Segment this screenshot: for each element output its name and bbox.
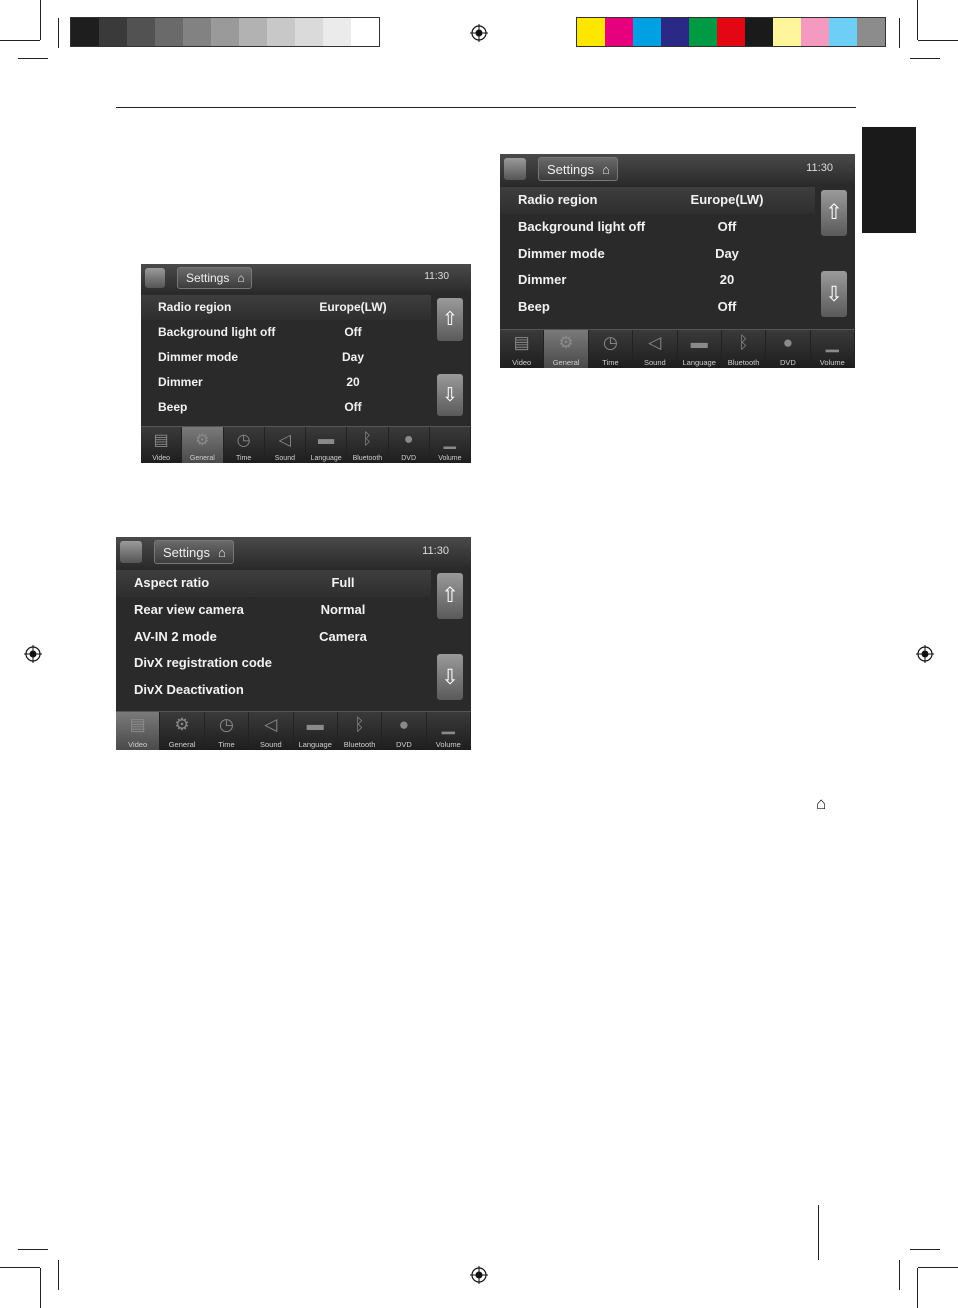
bluetooth-icon: ᛒ (738, 333, 749, 352)
color-swatch (689, 18, 717, 46)
category-tab-bar (141, 426, 471, 463)
setting-label: Dimmer mode (518, 245, 605, 261)
tab-video[interactable] (500, 330, 544, 368)
registration-mark-icon (916, 645, 934, 663)
settings-row[interactable] (500, 241, 815, 268)
time-icon: ◷ (236, 431, 251, 449)
settings-row[interactable] (116, 624, 431, 651)
color-swatch (745, 18, 773, 46)
crop-mark (899, 1260, 900, 1290)
time-icon: ◷ (602, 333, 618, 352)
settings-row[interactable] (116, 677, 431, 704)
volume-icon: ▁ (825, 333, 839, 352)
settings-row[interactable] (500, 294, 815, 321)
settings-home-tab[interactable] (538, 157, 618, 181)
setting-label: Dimmer (518, 272, 567, 288)
registration-mark-icon (24, 645, 42, 663)
setting-label: AV-IN 2 mode (134, 628, 217, 644)
tab-label: Language (310, 455, 342, 462)
setting-label: Aspect ratio (134, 575, 210, 590)
tab-dvd[interactable] (766, 330, 810, 368)
color-swatch (127, 18, 155, 46)
bluetooth-icon: ᛒ (354, 715, 365, 734)
tab-sound[interactable] (633, 330, 677, 368)
settings-row[interactable] (116, 597, 431, 624)
crop-mark (58, 1260, 59, 1290)
home-icon: ⌂ (601, 161, 610, 177)
settings-home-tab[interactable] (154, 540, 234, 564)
tab-volume[interactable] (427, 712, 471, 750)
tab-video[interactable] (141, 427, 182, 463)
tab-label: General (168, 740, 196, 749)
crop-mark (0, 40, 40, 41)
tab-label: DVD (401, 455, 417, 462)
category-tab-bar (500, 329, 855, 368)
color-swatch (351, 18, 379, 46)
color-swatch (295, 18, 323, 46)
crop-mark (18, 58, 48, 59)
color-swatch (155, 18, 183, 46)
setting-value: Day (715, 245, 739, 261)
settings-row[interactable] (141, 370, 431, 395)
screen-title: Settings (186, 271, 230, 285)
arrow-down-icon[interactable]: ⇩ (437, 654, 463, 700)
settings-row[interactable] (141, 320, 431, 345)
tab-label: Volume (435, 740, 461, 749)
tab-label: Video (152, 455, 171, 462)
time-icon: ◷ (218, 715, 234, 734)
tab-general[interactable] (544, 330, 588, 368)
screen-title: Settings (547, 161, 594, 177)
settings-list (141, 295, 431, 420)
tab-language[interactable] (306, 427, 347, 463)
registration-mark-icon (470, 1266, 488, 1284)
setting-value: Off (344, 400, 362, 414)
tab-label: Video (128, 740, 148, 749)
tab-label: Time (235, 455, 252, 462)
process-color-bar (576, 17, 886, 47)
tab-volume[interactable] (430, 427, 471, 463)
tab-general[interactable] (182, 427, 223, 463)
arrow-down-icon[interactable]: ⇩ (821, 271, 847, 317)
crop-mark (58, 18, 59, 48)
settings-row[interactable] (116, 650, 431, 677)
settings-list (116, 570, 431, 704)
setting-label: Dimmer (158, 375, 203, 389)
tab-bluetooth[interactable] (722, 330, 766, 368)
color-swatch (773, 18, 801, 46)
tab-label: Time (218, 740, 235, 749)
setting-value: Normal (320, 601, 366, 617)
setting-value: Off (717, 299, 737, 315)
setting-value: Off (717, 218, 737, 234)
settings-app-icon[interactable] (504, 158, 526, 180)
settings-screen-general-small (141, 264, 471, 463)
video-icon: ▤ (513, 333, 530, 352)
crop-mark (40, 0, 41, 40)
setting-value: Day (341, 350, 364, 364)
setting-value: Europe(LW) (319, 300, 387, 314)
tab-volume[interactable] (811, 330, 855, 368)
setting-value: Europe(LW) (690, 192, 764, 207)
tab-label: Volume (438, 455, 462, 462)
settings-row[interactable] (500, 214, 815, 241)
dvd-icon: ● (398, 715, 410, 734)
color-swatch (801, 18, 829, 46)
tab-time[interactable] (205, 712, 249, 750)
color-swatch (267, 18, 295, 46)
language-icon: ▬ (306, 715, 324, 734)
language-icon: ▬ (690, 333, 708, 352)
color-swatch (857, 18, 885, 46)
tab-bluetooth[interactable] (347, 427, 388, 463)
settings-home-tab[interactable] (177, 267, 252, 289)
volume-icon: ▁ (441, 715, 455, 734)
tab-label: Bluetooth (352, 455, 383, 462)
setting-label: Background light off (158, 325, 276, 339)
clock: 11:30 (422, 544, 449, 557)
volume-icon: ▁ (443, 431, 457, 449)
page-number-rule (818, 1205, 819, 1260)
general-icon: ⚙ (558, 333, 574, 352)
dvd-icon: ● (403, 430, 414, 448)
sound-icon: ◁ (278, 431, 292, 449)
settings-list (500, 187, 815, 321)
tab-sound[interactable] (249, 712, 293, 750)
tab-bluetooth[interactable] (338, 712, 382, 750)
tab-language[interactable] (294, 712, 338, 750)
tab-video[interactable] (116, 712, 160, 750)
color-swatch (829, 18, 857, 46)
tab-general[interactable] (160, 712, 204, 750)
crop-mark (0, 1267, 40, 1268)
tab-label: Language (682, 358, 716, 367)
settings-screen-video (116, 537, 471, 750)
setting-label: Radio region (158, 300, 232, 314)
title-bar (116, 537, 471, 567)
category-tab-bar (116, 711, 471, 750)
crop-mark (18, 1249, 48, 1250)
arrow-up-icon[interactable]: ⇧ (437, 298, 463, 341)
tab-label: DVD (396, 740, 412, 749)
bluetooth-icon: ᛒ (362, 430, 373, 448)
color-swatch (605, 18, 633, 46)
color-swatch (577, 18, 605, 46)
setting-value: 20 (719, 272, 735, 288)
color-swatch (99, 18, 127, 46)
registration-mark-icon (470, 24, 488, 42)
crop-mark (910, 58, 940, 59)
color-swatch (71, 18, 99, 46)
tab-label: Sound (274, 455, 295, 462)
setting-value: Camera (319, 628, 367, 644)
arrow-up-icon[interactable]: ⇧ (821, 190, 847, 236)
setting-value: Off (344, 325, 362, 339)
settings-row[interactable] (500, 187, 815, 214)
crop-mark (918, 1267, 958, 1268)
sound-icon: ◁ (648, 333, 662, 352)
arrow-down-icon[interactable]: ⇩ (437, 374, 463, 417)
crop-mark (910, 1249, 940, 1250)
settings-row[interactable] (141, 395, 431, 420)
settings-row[interactable] (141, 295, 431, 320)
color-swatch (717, 18, 745, 46)
setting-label: DivX registration code (134, 655, 272, 671)
tab-time[interactable] (224, 427, 265, 463)
title-bar (141, 264, 471, 292)
setting-label: Background light off (518, 218, 646, 234)
color-swatch (661, 18, 689, 46)
general-icon: ⚙ (174, 715, 190, 734)
home-icon: ⌂ (217, 544, 226, 560)
color-swatch (211, 18, 239, 46)
settings-app-icon[interactable] (120, 541, 142, 563)
setting-label: Beep (158, 400, 188, 414)
tab-label: DVD (780, 358, 796, 367)
tab-label: Bluetooth (343, 740, 376, 749)
crop-mark (40, 1268, 41, 1308)
title-bar (500, 154, 855, 184)
setting-value: Full (331, 575, 355, 590)
color-swatch (633, 18, 661, 46)
tab-label: Sound (259, 740, 282, 749)
tab-label: Bluetooth (727, 358, 760, 367)
clock: 11:30 (424, 271, 449, 283)
language-icon: ▬ (318, 430, 335, 448)
header-rule (116, 107, 856, 108)
home-icon: ⌂ (816, 794, 827, 813)
tab-sound[interactable] (265, 427, 306, 463)
crop-mark (917, 0, 918, 40)
setting-value: 20 (346, 375, 360, 389)
screen-title: Settings (163, 544, 210, 560)
color-swatch (183, 18, 211, 46)
crop-mark (917, 1268, 918, 1308)
settings-row[interactable] (141, 345, 431, 370)
general-icon: ⚙ (195, 431, 210, 449)
settings-app-icon[interactable] (145, 268, 165, 288)
tab-label: Language (298, 740, 332, 749)
setting-label: Dimmer mode (158, 350, 239, 364)
tab-dvd[interactable] (389, 427, 430, 463)
video-icon: ▤ (153, 431, 169, 449)
setting-label: Beep (518, 299, 550, 315)
home-icon: ⌂ (237, 271, 245, 285)
arrow-up-icon[interactable]: ⇧ (437, 573, 463, 619)
tab-label: Video (512, 358, 532, 367)
tab-label: General (552, 358, 580, 367)
dvd-icon: ● (782, 333, 794, 352)
tab-dvd[interactable] (382, 712, 426, 750)
settings-screen-general-large (500, 154, 855, 368)
color-swatch (323, 18, 351, 46)
tab-time[interactable] (589, 330, 633, 368)
setting-label: Radio region (518, 192, 598, 207)
crop-mark (899, 18, 900, 48)
crop-mark (918, 40, 958, 41)
tab-label: Time (602, 358, 619, 367)
setting-label: DivX Deactivation (134, 682, 244, 698)
chapter-tab (862, 127, 916, 233)
sound-icon: ◁ (264, 715, 278, 734)
settings-row[interactable] (500, 267, 815, 294)
video-icon: ▤ (129, 715, 146, 734)
clock: 11:30 (806, 161, 833, 174)
setting-label: Rear view camera (134, 601, 244, 617)
settings-row[interactable] (116, 570, 431, 597)
tab-language[interactable] (678, 330, 722, 368)
grey-color-bar (70, 17, 380, 47)
tab-label: General (189, 455, 215, 462)
color-swatch (239, 18, 267, 46)
tab-label: Volume (819, 358, 845, 367)
tab-label: Sound (643, 358, 666, 367)
